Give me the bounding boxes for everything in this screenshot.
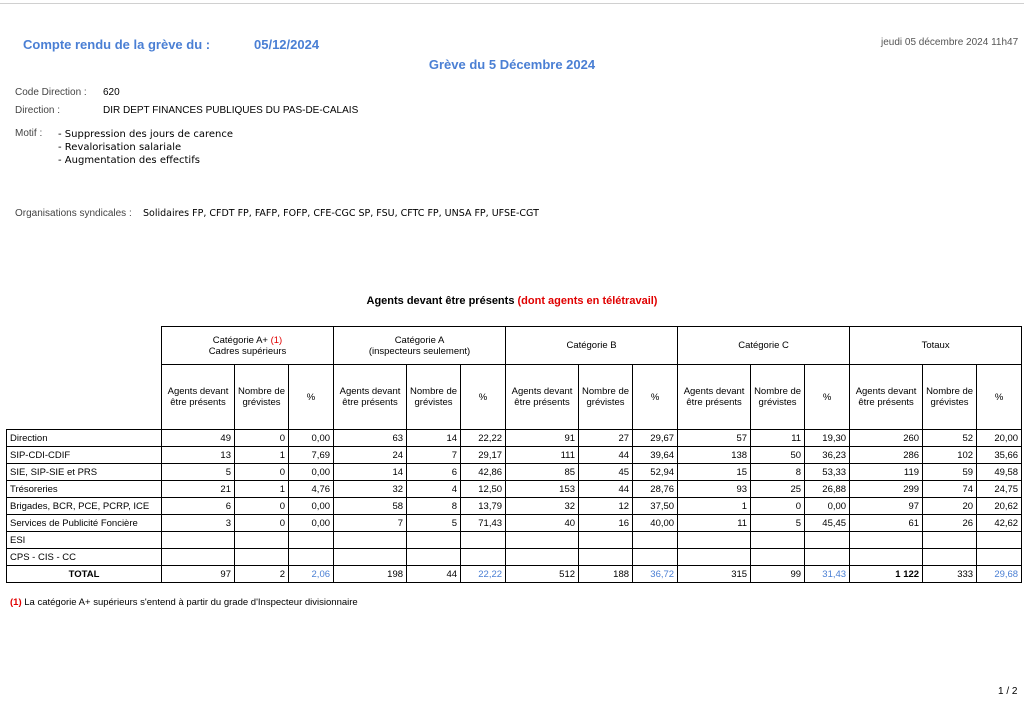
table-cell: 44 <box>579 481 633 498</box>
table-cell: 35,66 <box>977 447 1022 464</box>
corner-cell <box>7 327 162 430</box>
table-cell: 52,94 <box>633 464 678 481</box>
category-name: Totaux <box>921 340 950 351</box>
table-cell <box>579 549 633 566</box>
column-header: Agents devant être présents <box>334 365 407 430</box>
motif-item: - Augmentation des effectifs <box>58 155 200 166</box>
table-cell: 29,67 <box>633 430 678 447</box>
table-cell: 39,64 <box>633 447 678 464</box>
table-row <box>7 481 1022 498</box>
table-cell: 119 <box>850 464 923 481</box>
total-cell: 44 <box>407 566 461 583</box>
table-cell: 7 <box>407 447 461 464</box>
column-header: % <box>289 365 334 430</box>
table-cell: 0,00 <box>289 498 334 515</box>
row-label: Direction <box>7 430 162 447</box>
table-cell: 24 <box>334 447 407 464</box>
table-row <box>7 515 1022 532</box>
total-cell: 2,06 <box>289 566 334 583</box>
table-cell: 3 <box>162 515 235 532</box>
table-cell: 40 <box>506 515 579 532</box>
table-title-main: Agents devant être présents <box>366 295 515 307</box>
table-cell: 97 <box>850 498 923 515</box>
table-cell: 0 <box>235 515 289 532</box>
table-cell: 111 <box>506 447 579 464</box>
table-cell: 1 <box>235 447 289 464</box>
category-subtitle: Cadres supérieurs <box>208 345 287 357</box>
table-cell <box>805 532 850 549</box>
table-row <box>7 464 1022 481</box>
strike-table <box>6 326 1022 583</box>
total-cell: 2 <box>235 566 289 583</box>
table-row <box>7 532 1022 549</box>
table-cell: 45,45 <box>805 515 850 532</box>
table-row <box>7 447 1022 464</box>
table-cell: 59 <box>923 464 977 481</box>
direction-value: DIR DEPT FINANCES PUBLIQUES DU PAS-DE-CALAIS <box>103 105 359 116</box>
table-cell: 11 <box>678 515 751 532</box>
table-cell: 27 <box>579 430 633 447</box>
top-divider <box>0 3 1024 4</box>
total-cell: 97 <box>162 566 235 583</box>
table-cell: 50 <box>751 447 805 464</box>
table-cell: 14 <box>407 430 461 447</box>
table-cell: 58 <box>334 498 407 515</box>
table-cell <box>805 549 850 566</box>
table-cell: 12 <box>579 498 633 515</box>
table-cell: 52 <box>923 430 977 447</box>
table-cell: 13,79 <box>461 498 506 515</box>
table-cell: 5 <box>407 515 461 532</box>
table-cell: 20,00 <box>977 430 1022 447</box>
table-cell: 63 <box>334 430 407 447</box>
table-cell: 20 <box>923 498 977 515</box>
motif-item: - Suppression des jours de carence <box>58 129 234 140</box>
table-cell: 49,58 <box>977 464 1022 481</box>
orgs-label: Organisations syndicales : <box>15 208 132 219</box>
table-title <box>0 295 1024 307</box>
table-cell <box>633 532 678 549</box>
code-direction-label: Code Direction : <box>15 87 87 98</box>
column-header: Agents devant être présents <box>506 365 579 430</box>
table-cell <box>407 532 461 549</box>
column-header: Agents devant être présents <box>678 365 751 430</box>
table-cell <box>162 549 235 566</box>
row-label: SIP-CDI-CDIF <box>7 447 162 464</box>
table-cell: 4,76 <box>289 481 334 498</box>
column-header: Agents devant être présents <box>850 365 923 430</box>
table-cell: 299 <box>850 481 923 498</box>
table-cell: 286 <box>850 447 923 464</box>
table-cell: 22,22 <box>461 430 506 447</box>
table-row <box>7 549 1022 566</box>
motif-list <box>58 128 233 167</box>
footnote-text: La catégorie A+ supérieurs s'entend à partir du grade d'Inspecteur divisionnaire <box>24 597 358 608</box>
column-header: Nombre de grévistes <box>579 365 633 430</box>
category-header <box>506 327 678 365</box>
table-cell: 74 <box>923 481 977 498</box>
table-cell: 37,50 <box>633 498 678 515</box>
table-cell: 32 <box>506 498 579 515</box>
total-cell: 31,43 <box>805 566 850 583</box>
table-cell <box>751 532 805 549</box>
table-cell: 57 <box>678 430 751 447</box>
table-cell: 25 <box>751 481 805 498</box>
table-cell <box>506 549 579 566</box>
report-label: Compte rendu de la grève du : <box>23 37 211 52</box>
category-subtitle: (inspecteurs seulement) <box>368 345 471 357</box>
total-label: TOTAL <box>7 566 162 583</box>
category-name: Catégorie A <box>394 334 445 346</box>
column-header: Nombre de grévistes <box>235 365 289 430</box>
table-cell: 26 <box>923 515 977 532</box>
total-row <box>7 566 1022 583</box>
motif-label: Motif : <box>15 128 43 139</box>
table-cell: 49 <box>162 430 235 447</box>
category-header <box>678 327 850 365</box>
table-cell <box>751 549 805 566</box>
table-cell: 61 <box>850 515 923 532</box>
generated-timestamp: jeudi 05 décembre 2024 11h47 <box>881 37 1019 48</box>
table-cell: 260 <box>850 430 923 447</box>
total-cell: 198 <box>334 566 407 583</box>
table-cell: 8 <box>751 464 805 481</box>
table-cell: 0 <box>235 464 289 481</box>
total-cell: 36,72 <box>633 566 678 583</box>
footnote <box>10 597 358 608</box>
table-cell <box>162 532 235 549</box>
table-row <box>7 430 1022 447</box>
table-cell: 42,86 <box>461 464 506 481</box>
table-cell: 12,50 <box>461 481 506 498</box>
table-cell: 11 <box>751 430 805 447</box>
total-cell: 99 <box>751 566 805 583</box>
total-cell: 512 <box>506 566 579 583</box>
table-cell: 15 <box>678 464 751 481</box>
table-cell: 1 <box>235 481 289 498</box>
table-cell: 71,43 <box>461 515 506 532</box>
table-cell: 6 <box>162 498 235 515</box>
table-cell: 32 <box>334 481 407 498</box>
code-direction-value: 620 <box>103 87 120 98</box>
table-cell: 36,23 <box>805 447 850 464</box>
column-header: % <box>633 365 678 430</box>
column-header: % <box>977 365 1022 430</box>
table-row <box>7 498 1022 515</box>
table-cell: 13 <box>162 447 235 464</box>
table-cell: 29,17 <box>461 447 506 464</box>
row-label: Brigades, BCR, PCE, PCRP, ICE <box>7 498 162 515</box>
table-cell <box>289 532 334 549</box>
table-cell: 5 <box>162 464 235 481</box>
table-cell: 20,62 <box>977 498 1022 515</box>
table-cell: 45 <box>579 464 633 481</box>
table-cell: 0 <box>235 430 289 447</box>
footnote-marker: (1) <box>10 597 22 608</box>
category-name: Catégorie C <box>738 340 789 351</box>
table-cell <box>923 532 977 549</box>
orgs-value: Solidaires FP, CFDT FP, FAFP, FOFP, CFE-CGC SP, FSU, CFTC FP, UNSA FP, UFSE-CGT <box>143 208 539 219</box>
table-cell: 7,69 <box>289 447 334 464</box>
table-cell: 93 <box>678 481 751 498</box>
column-header: Nombre de grévistes <box>407 365 461 430</box>
total-cell: 333 <box>923 566 977 583</box>
table-cell: 44 <box>579 447 633 464</box>
row-label: ESI <box>7 532 162 549</box>
total-cell: 315 <box>678 566 751 583</box>
category-name: Catégorie B <box>566 340 617 351</box>
table-cell <box>633 549 678 566</box>
table-cell <box>579 532 633 549</box>
footnote-marker: (1) <box>270 334 283 346</box>
table-cell <box>850 549 923 566</box>
category-name: Catégorie A+ <box>212 334 268 346</box>
category-header <box>162 327 334 365</box>
table-cell <box>850 532 923 549</box>
table-cell: 91 <box>506 430 579 447</box>
column-header: Agents devant être présents <box>162 365 235 430</box>
table-cell <box>407 549 461 566</box>
column-header: % <box>461 365 506 430</box>
table-cell: 0 <box>751 498 805 515</box>
table-cell <box>678 549 751 566</box>
report-date: 05/12/2024 <box>254 37 320 52</box>
table-cell: 16 <box>579 515 633 532</box>
table-cell: 1 <box>678 498 751 515</box>
column-header: Nombre de grévistes <box>751 365 805 430</box>
total-cell: 29,68 <box>977 566 1022 583</box>
table-cell <box>334 549 407 566</box>
table-cell: 153 <box>506 481 579 498</box>
table-cell <box>923 549 977 566</box>
table-cell: 7 <box>334 515 407 532</box>
table-cell: 53,33 <box>805 464 850 481</box>
table-cell: 40,00 <box>633 515 678 532</box>
motif-item: - Revalorisation salariale <box>58 142 182 153</box>
table-cell <box>334 532 407 549</box>
table-cell <box>235 549 289 566</box>
table-cell: 21 <box>162 481 235 498</box>
direction-label: Direction : <box>15 105 61 116</box>
total-cell: 1 122 <box>850 566 923 583</box>
table-cell <box>506 532 579 549</box>
total-cell: 22,22 <box>461 566 506 583</box>
table-cell: 5 <box>751 515 805 532</box>
table-cell: 4 <box>407 481 461 498</box>
table-cell: 19,30 <box>805 430 850 447</box>
table-cell <box>678 532 751 549</box>
column-header: % <box>805 365 850 430</box>
table-cell: 0 <box>235 498 289 515</box>
row-label: Services de Publicité Foncière <box>7 515 162 532</box>
table-cell <box>235 532 289 549</box>
table-cell: 26,88 <box>805 481 850 498</box>
table-cell: 28,76 <box>633 481 678 498</box>
page-subtitle: Grève du 5 Décembre 2024 <box>428 57 596 72</box>
row-label: CPS - CIS - CC <box>7 549 162 566</box>
category-header <box>334 327 506 365</box>
category-header <box>850 327 1022 365</box>
table-cell: 102 <box>923 447 977 464</box>
row-label: Trésoreries <box>7 481 162 498</box>
table-cell: 0,00 <box>289 464 334 481</box>
table-cell <box>977 532 1022 549</box>
table-cell: 138 <box>678 447 751 464</box>
table-cell <box>461 549 506 566</box>
table-cell: 24,75 <box>977 481 1022 498</box>
total-cell: 188 <box>579 566 633 583</box>
table-cell <box>289 549 334 566</box>
table-cell: 8 <box>407 498 461 515</box>
column-header: Nombre de grévistes <box>923 365 977 430</box>
table-cell: 0,00 <box>805 498 850 515</box>
table-title-note: (dont agents en télétravail) <box>517 295 658 307</box>
row-label: SIE, SIP-SIE et PRS <box>7 464 162 481</box>
table-cell: 0,00 <box>289 515 334 532</box>
table-cell <box>461 532 506 549</box>
page-number: 1 / 2 <box>998 686 1018 697</box>
table-cell: 0,00 <box>289 430 334 447</box>
table-cell: 14 <box>334 464 407 481</box>
table-cell: 85 <box>506 464 579 481</box>
table-cell: 6 <box>407 464 461 481</box>
table-cell <box>977 549 1022 566</box>
table-cell: 42,62 <box>977 515 1022 532</box>
